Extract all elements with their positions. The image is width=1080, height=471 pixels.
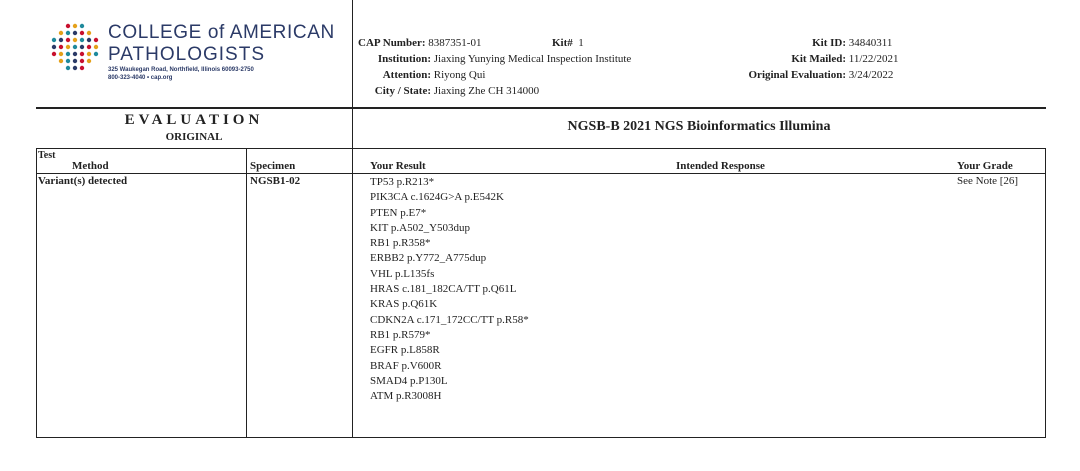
- result-item: HRAS c.181_182CA/TT p.Q61L: [370, 283, 517, 296]
- cell-test: Variant(s) detected: [38, 175, 128, 187]
- city-state-row: City / State: Jiaxing Zhe CH 314000: [374, 85, 540, 97]
- header-divider: [352, 0, 353, 108]
- logo-line-2: PATHOLOGISTS: [108, 44, 265, 65]
- logo-dot: [87, 59, 91, 63]
- logo-dot: [52, 38, 56, 42]
- logo-dot: [59, 31, 63, 35]
- program-title: NGSB-B 2021 NGS Bioinformatics Illumina: [567, 119, 831, 134]
- kit-mailed-value: 11/22/2021: [848, 53, 899, 65]
- logo-dot: [73, 24, 77, 28]
- column-divider-1: [246, 149, 247, 438]
- header-test: Test: [38, 150, 56, 161]
- cap-number-row: CAP Number: 8387351-01: [358, 37, 482, 49]
- attention-value: Riyong Qui: [433, 69, 486, 81]
- logo-dot: [66, 45, 70, 49]
- logo-dot: [80, 66, 84, 70]
- logo-dot: [66, 31, 70, 35]
- result-item: KRAS p.Q61K: [370, 298, 438, 311]
- logo-dot: [73, 31, 77, 35]
- header-intended-response: Intended Response: [676, 160, 765, 172]
- logo-dot: [87, 38, 91, 42]
- logo-dot: [66, 24, 70, 28]
- header-specimen: Specimen: [250, 160, 296, 172]
- logo-dot: [94, 45, 98, 49]
- cap-number-value: 8387351-01: [428, 37, 482, 49]
- cell-grade: See Note [26]: [957, 175, 1019, 187]
- logo-dot: [52, 52, 56, 56]
- logo-dot: [80, 59, 84, 63]
- logo-dot: [94, 38, 98, 42]
- logo-dot: [73, 66, 77, 70]
- result-item: RB1 p.R579*: [370, 328, 431, 341]
- city-state-value: Jiaxing Zhe CH 314000: [433, 85, 540, 97]
- table-header-rule: [36, 173, 1046, 174]
- kit-id-value: 34840311: [848, 37, 893, 49]
- header-your-result: Your Result: [370, 160, 426, 172]
- logo-dot: [59, 38, 63, 42]
- logo-dot: [87, 45, 91, 49]
- logo-address: 325 Waukegan Road, Northfield, Illinois 60093-2750: [108, 67, 254, 73]
- kit-mailed-row: Kit Mailed: 11/22/2021: [791, 53, 899, 65]
- evaluation-title: EVALUATION: [124, 112, 264, 128]
- result-item: EGFR p.L858R: [370, 344, 440, 357]
- evaluation-subtitle: ORIGINAL: [165, 131, 223, 143]
- cell-specimen: NGSB1-02: [250, 175, 301, 187]
- kit-number-row: Kit# 1: [552, 37, 584, 49]
- logo-dot: [59, 45, 63, 49]
- cap-logo: [36, 0, 352, 108]
- logo-dot: [80, 24, 84, 28]
- logo-dot: [73, 59, 77, 63]
- logo-dot: [52, 45, 56, 49]
- logo-dot: [59, 52, 63, 56]
- logo-dot: [59, 59, 63, 63]
- evaluation-box: [36, 109, 352, 149]
- result-item: KIT p.A502_Y503dup: [370, 221, 471, 234]
- kit-id-row: Kit ID: 34840311: [812, 37, 893, 49]
- logo-dot: [80, 45, 84, 49]
- result-item: SMAD4 p.P130L: [370, 374, 448, 387]
- column-divider-2: [352, 149, 353, 438]
- logo-dot: [80, 52, 84, 56]
- header-method: Method: [72, 160, 109, 172]
- result-item: PTEN p.E7*: [370, 206, 427, 219]
- result-item: VHL p.L135fs: [370, 267, 435, 280]
- logo-dot: [94, 52, 98, 56]
- logo-dot: [73, 38, 77, 42]
- logo-dot: [66, 59, 70, 63]
- logo-dot: [80, 31, 84, 35]
- logo-dot: [73, 52, 77, 56]
- logo-dot: [73, 45, 77, 49]
- result-list: [370, 175, 529, 404]
- institution-row: Institution: Jiaxing Yunying Medical Inspection Institute: [377, 53, 632, 65]
- result-item: BRAF p.V600R: [370, 359, 442, 372]
- result-item: TP53 p.R213*: [370, 176, 435, 188]
- logo-line-1: COLLEGE of AMERICAN: [108, 22, 335, 43]
- result-item: ERBB2 p.Y772_A775dup: [370, 252, 487, 265]
- logo-dot: [87, 52, 91, 56]
- original-evaluation-value: 3/24/2022: [848, 69, 894, 81]
- result-item: ATM p.R3008H: [370, 390, 442, 403]
- results-table: [36, 149, 1046, 438]
- kit-number-value: 1: [578, 37, 584, 49]
- institution-value: Jiaxing Yunying Medical Inspection Institute: [433, 53, 632, 65]
- attention-row: Attention: Riyong Qui: [382, 69, 486, 81]
- logo-dot: [80, 38, 84, 42]
- result-item: PIK3CA c.1624G>A p.E542K: [370, 191, 504, 204]
- cap-dots-icon: [50, 22, 100, 72]
- logo-dot: [66, 52, 70, 56]
- result-item: RB1 p.R358*: [370, 237, 431, 250]
- original-evaluation-row: Original Evaluation: 3/24/2022: [748, 69, 894, 81]
- header-your-grade: Your Grade: [957, 160, 1013, 172]
- logo-contact: 800-323-4040 • cap.org: [108, 75, 173, 81]
- logo-dot: [87, 31, 91, 35]
- result-item: CDKN2A c.171_172CC/TT p.R58*: [370, 313, 529, 326]
- logo-dot: [66, 38, 70, 42]
- logo-dot: [66, 66, 70, 70]
